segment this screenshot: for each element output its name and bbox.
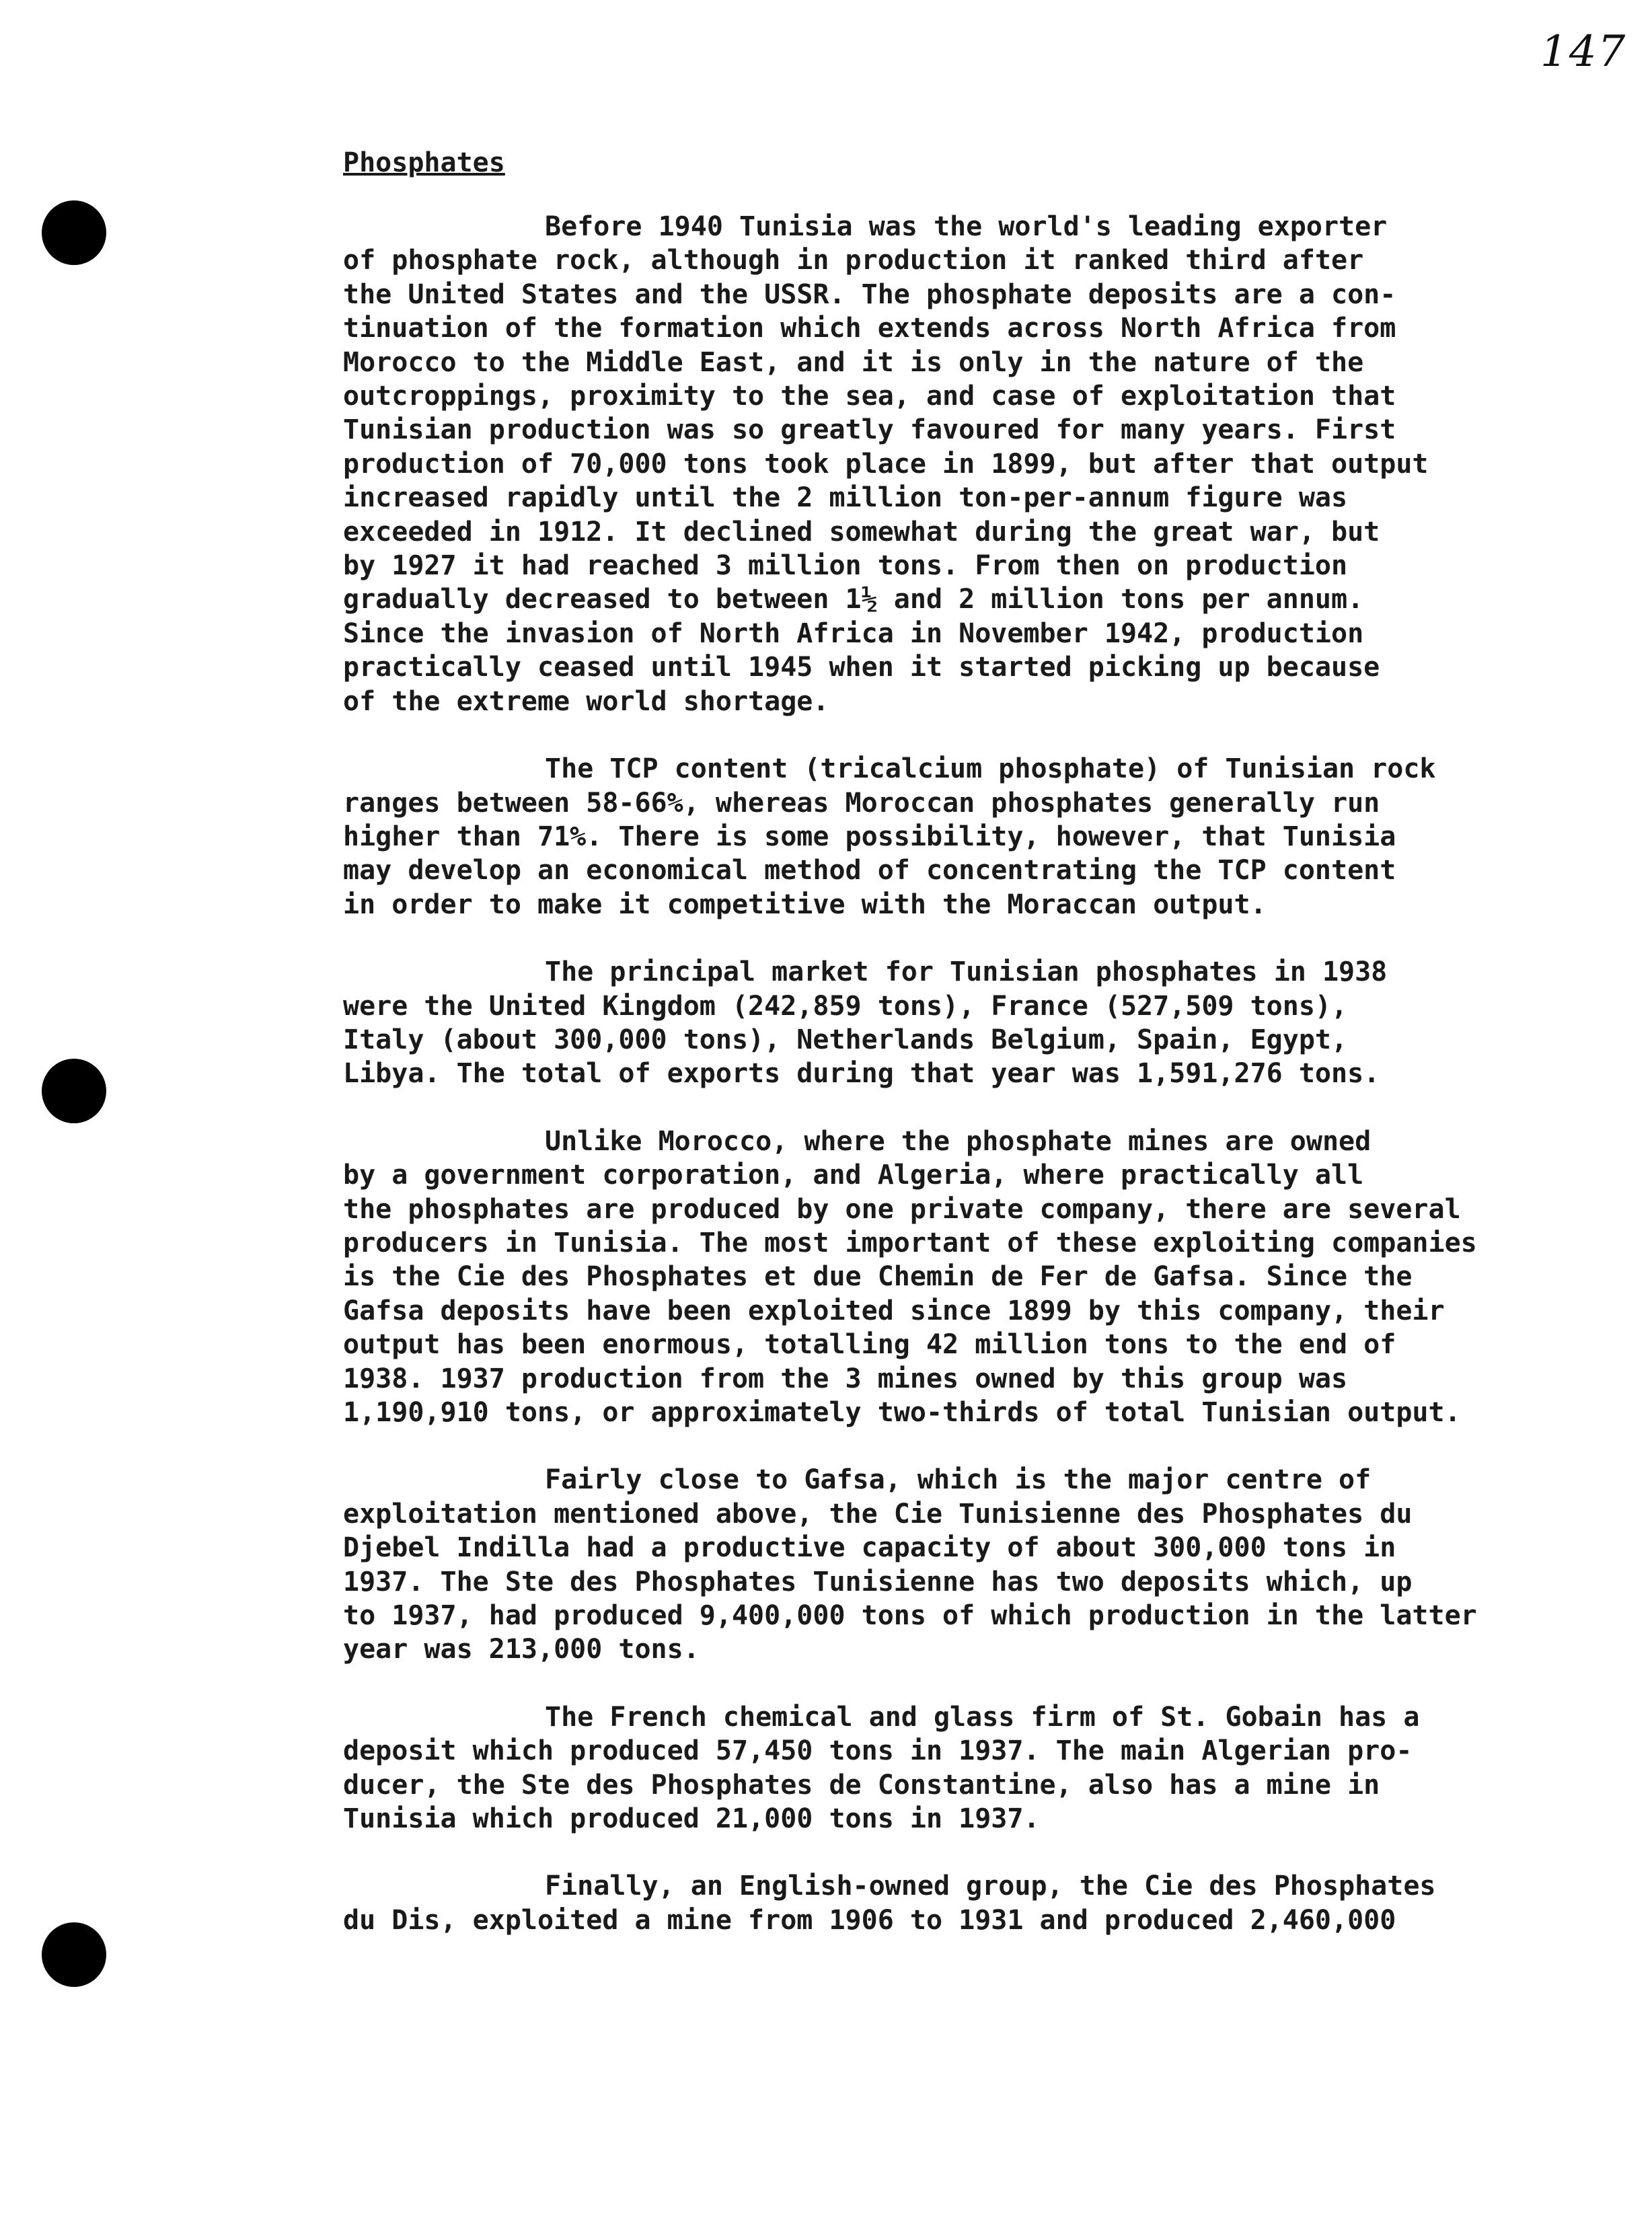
text-line: the phosphates are produced by one private company, there are several: [343, 1193, 1461, 1225]
paragraph: [343, 210, 1554, 718]
text-line: The principal market for Tunisian phosphates in 1938: [545, 956, 1388, 988]
paragraph: [343, 1463, 1554, 1666]
paragraph: [343, 1869, 1554, 1937]
text-line: production of 70,000 tons took place in 1899, but after that output: [343, 448, 1429, 480]
text-line: increased rapidly until the 2 million ton-per-annum figure was: [343, 482, 1348, 514]
text-line: output has been enormous, totalling 42 million tons to the end of: [343, 1329, 1396, 1361]
text-line: The TCP content (tricalcium phosphate) of Tunisian rock: [545, 753, 1436, 785]
punch-hole: [42, 1922, 106, 1987]
text-line: The French chemical and glass firm of St. Gobain has a: [545, 1701, 1420, 1733]
text-line: Djebel Indilla had a productive capacity of about 300,000 tons in: [343, 1532, 1396, 1564]
text-line: to 1937, had produced 9,400,000 tons of which production in the latter: [343, 1600, 1477, 1632]
text-line: were the United Kingdom (242,859 tons), France (527,509 tons),: [343, 990, 1348, 1022]
text-line: Italy (about 300,000 tons), Netherlands Belgium, Spain, Egypt,: [343, 1024, 1348, 1055]
text-line: outcroppings, proximity to the sea, and case of exploitation that: [343, 381, 1396, 412]
text-line: Libya. The total of exports during that year was 1,591,276 tons.: [343, 1058, 1380, 1090]
text-line: exceeded in 1912. It declined somewhat during the great war, but: [343, 516, 1380, 548]
text-line: exploitation mentioned above, the Cie Tunisienne des Phosphates du: [343, 1498, 1413, 1530]
text-line: Unlike Morocco, where the phosphate mines are owned: [545, 1125, 1372, 1157]
paragraph: [343, 752, 1554, 921]
punch-hole: [42, 1059, 106, 1123]
text-line: of phosphate rock, although in production it ranked third after: [343, 245, 1364, 276]
text-line: Tunisia which produced 21,000 tons in 1937.: [343, 1803, 1040, 1835]
text-line: ducer, the Ste des Phosphates de Constantine, also has a mine in: [343, 1769, 1380, 1801]
text-line: 1,190,910 tons, or approximately two-thirds of total Tunisian output.: [343, 1397, 1461, 1428]
paragraph: [343, 1700, 1554, 1836]
page-number: 147: [1540, 27, 1627, 77]
punch-hole: [42, 200, 106, 265]
text-line: gradually decreased to between 1½ and 2 million tons per annum.: [343, 584, 1364, 615]
text-line: deposit which produced 57,450 tons in 1937. The main Algerian pro-: [343, 1735, 1413, 1767]
text-line: practically ceased until 1945 when it started picking up because: [343, 652, 1380, 683]
section-heading: Phosphates: [343, 147, 505, 178]
paragraph: [343, 955, 1554, 1091]
text-line: by a government corporation, and Algeria, where practically all: [343, 1160, 1364, 1191]
text-line: year was 213,000 tons.: [343, 1634, 700, 1665]
text-line: Gafsa deposits have been exploited since 1899 by this company, their: [343, 1295, 1445, 1326]
document-body: [343, 143, 1554, 1971]
text-line: by 1927 it had reached 3 million tons. From then on production: [343, 550, 1348, 582]
text-line: Before 1940 Tunisia was the world's leading exporter: [545, 211, 1388, 242]
text-line: 1938. 1937 production from the 3 mines owned by this group was: [343, 1363, 1348, 1394]
text-line: of the extreme world shortage.: [343, 685, 829, 717]
text-line: producers in Tunisia. The most important of these exploiting companies: [343, 1227, 1477, 1258]
text-line: higher than 71%. There is some possibility, however, that Tunisia: [343, 821, 1396, 852]
text-line: du Dis, exploited a mine from 1906 to 1931 and produced 2,460,000: [343, 1904, 1396, 1936]
text-line: Morocco to the Middle East, and it is only in the nature of the: [343, 346, 1364, 378]
text-line: may develop an economical method of concentrating the TCP content: [343, 855, 1396, 887]
text-line: Since the invasion of North Africa in November 1942, production: [343, 617, 1364, 649]
text-line: in order to make it competitive with the Moraccan output.: [343, 889, 1267, 920]
text-line: is the Cie des Phosphates et due Chemin de Fer de Gafsa. Since the: [343, 1261, 1413, 1293]
text-line: Finally, an English-owned group, the Cie des Phosphates: [545, 1871, 1436, 1902]
text-line: ranges between 58-66%, whereas Moroccan phosphates generally run: [343, 787, 1380, 819]
paragraph-list: [343, 210, 1554, 1937]
text-line: Tunisian production was so greatly favoured for many years. First: [343, 414, 1396, 446]
text-line: Fairly close to Gafsa, which is the major centre of: [545, 1464, 1372, 1496]
text-line: tinuation of the formation which extends across North Africa from: [343, 313, 1396, 344]
text-line: 1937. The Ste des Phosphates Tunisienne has two deposits which, up: [343, 1566, 1413, 1597]
paragraph: [343, 1125, 1554, 1430]
text-line: the United States and the USSR. The phosphate deposits are a con-: [343, 278, 1396, 310]
